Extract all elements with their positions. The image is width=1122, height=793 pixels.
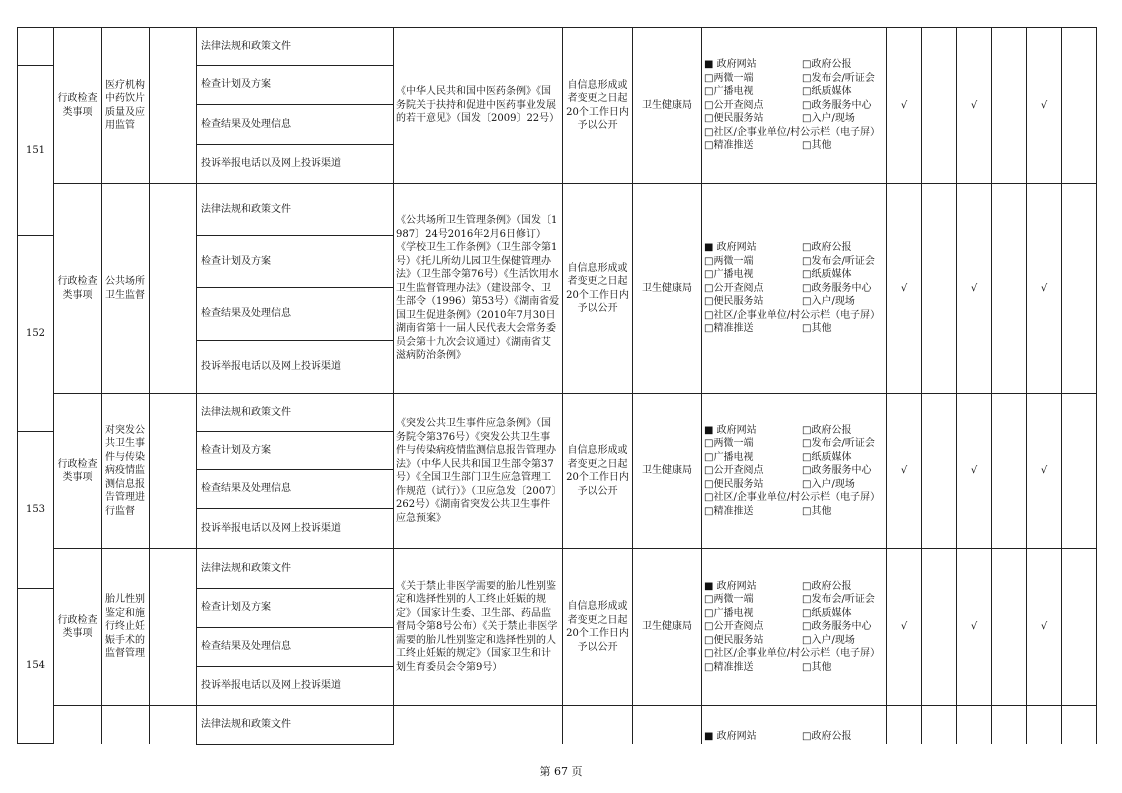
channel-list xyxy=(704,241,880,336)
sub-item-cell-text: 法律法规和政策文件 xyxy=(201,562,291,574)
sub-item-cell-text: 投诉举报电话以及网上投诉渠道 xyxy=(201,680,341,692)
agency-cell xyxy=(633,549,701,705)
channel-option: □广播电视 xyxy=(704,86,754,98)
channel-option: □纸质媒体 xyxy=(802,269,852,281)
tick-cell-text: √ xyxy=(900,465,908,477)
item-name-cell-text: 医疗机构中药饮片质量及应用监管 xyxy=(105,79,145,131)
sub-item-cell-text: 法律法规和政策文件 xyxy=(201,719,291,731)
channel-row xyxy=(704,491,880,505)
channel-row xyxy=(704,661,880,675)
row-number xyxy=(18,589,53,743)
basis-cell-text: 《突发公共卫生事件应急条例》（国务院令第376号）《突发公共卫生事件与传染病疫情监测信息报告管理办法》（中华人民共和国卫生部令第37号）《全国卫生部门卫生应急管理工作规范（试行）》（卫应急发〔2007〕262号）《湖南省突发公共卫生事件应急预案》 xyxy=(396,418,557,524)
tick-cell xyxy=(957,549,991,705)
channel-option: □政务服务中心 xyxy=(802,465,872,477)
tick-cell xyxy=(1027,394,1061,548)
tick-cell xyxy=(1027,28,1061,183)
channel-row xyxy=(704,464,880,478)
channel-row xyxy=(704,580,880,594)
channel-option: ■ 政府网站 xyxy=(704,731,757,742)
agency-cell-text: 卫生健康局 xyxy=(642,99,692,111)
basis-cell-text: 《关于禁止非医学需要的胎儿性别鉴定和选择性别的人工终止妊娠的规定》（国家计生委、卫生部、药品监督局令第8号公布）《关于禁止非医学需要的胎儿性别鉴定和选择性别的人工终止妊娠的规定》（国家卫生和计划生育委员会令第9号） xyxy=(396,580,558,673)
basis-cell-text: 《中华人民共和国中医药条例》《国务院关于扶持和促进中医药事业发展的若干意见》（国发〔2009〕22号） xyxy=(396,86,560,125)
channel-cell xyxy=(702,28,886,183)
channel-option: □广播电视 xyxy=(704,607,754,619)
channel-option: ■ 政府网站 xyxy=(704,59,757,71)
tick-cell-text: √ xyxy=(1040,621,1048,633)
channel-list xyxy=(704,58,880,153)
channel-cell xyxy=(702,184,886,393)
row-number-text: 151 xyxy=(25,144,46,156)
row-number-text: 152 xyxy=(25,327,46,339)
sub-item-cell-text: 检查结果及处理信息 xyxy=(201,308,291,320)
channel-option: □公开查阅点 xyxy=(704,621,764,633)
grid-line xyxy=(921,27,922,744)
page-footer: 第 67 页 xyxy=(539,765,583,778)
grid-line xyxy=(17,743,54,744)
sub-item-cell-text: 投诉举报电话以及网上投诉渠道 xyxy=(201,361,341,373)
item-name-cell xyxy=(102,549,149,705)
channel-option: □两微一端 xyxy=(704,438,754,450)
channel-option: □入户/现场 xyxy=(802,478,855,490)
timing-cell-text: 自信息形成或者变更之日起20个工作日内予以公开 xyxy=(566,445,629,497)
timing-cell xyxy=(563,549,632,705)
blank-cell xyxy=(150,394,196,548)
channel-option: □其他 xyxy=(802,323,832,335)
sub-item-cell xyxy=(197,589,393,627)
tick-cell xyxy=(957,184,991,393)
tick-cell xyxy=(887,184,921,393)
channel-option: □社区/企事业单位/村公示栏（电子屏） xyxy=(704,309,881,321)
channel-row xyxy=(704,255,880,269)
channel-option: □政府公报 xyxy=(802,731,852,742)
blank-cell xyxy=(150,28,196,183)
channel-row xyxy=(704,139,880,153)
agency-cell-text: 卫生健康局 xyxy=(642,465,692,477)
sub-item-cell-text: 投诉举报电话以及网上投诉渠道 xyxy=(201,158,341,170)
sub-item-cell xyxy=(197,470,393,508)
tick-cell xyxy=(1027,549,1061,705)
item-name-cell-text: 胎儿性别鉴定和施行终止妊娠手术的监督管理 xyxy=(105,594,145,660)
channel-option: □政务服务中心 xyxy=(802,621,872,633)
tick-cell-text: √ xyxy=(1040,282,1048,294)
sub-item-cell xyxy=(197,628,393,666)
category-cell-text: 行政检查类事项 xyxy=(57,614,98,639)
sub-item-cell xyxy=(197,549,393,588)
channel-row xyxy=(704,607,880,621)
sub-item-cell-text: 检查计划及方案 xyxy=(201,79,271,91)
category-cell xyxy=(54,28,101,183)
sub-item-cell xyxy=(197,236,393,287)
channel-option: □纸质媒体 xyxy=(802,451,852,463)
channel-row xyxy=(704,505,880,519)
category-cell xyxy=(54,184,101,393)
channel-row xyxy=(704,647,880,661)
item-name-cell xyxy=(102,28,149,183)
channel-option: □社区/企事业单位/村公示栏（电子屏） xyxy=(704,492,881,504)
channel-row xyxy=(704,593,880,607)
sub-item-cell-text: 法律法规和政策文件 xyxy=(201,40,291,52)
sub-item-cell-text: 检查结果及处理信息 xyxy=(201,118,291,130)
category-cell xyxy=(54,394,101,548)
agency-cell xyxy=(633,28,701,183)
tick-cell xyxy=(887,549,921,705)
channel-option: □广播电视 xyxy=(704,451,754,463)
channel-option: □两微一端 xyxy=(704,72,754,84)
channel-cell xyxy=(702,394,886,548)
basis-cell xyxy=(394,549,562,705)
channel-row xyxy=(704,437,880,451)
channel-option: □政府公报 xyxy=(802,59,852,71)
channel-option: □政府公报 xyxy=(802,424,852,436)
channel-row xyxy=(704,99,880,113)
sub-item-cell-text: 检查计划及方案 xyxy=(201,444,271,456)
channel-option: □其他 xyxy=(802,661,832,673)
channel-option: □公开查阅点 xyxy=(704,99,764,111)
timing-cell xyxy=(563,28,632,183)
tick-cell xyxy=(887,394,921,548)
grid-line xyxy=(991,27,992,744)
channel-list xyxy=(704,580,880,675)
channel-option: □广播电视 xyxy=(704,269,754,281)
blank-cell xyxy=(150,549,196,705)
grid-line xyxy=(196,744,394,745)
sub-item-cell-text: 检查计划及方案 xyxy=(201,255,271,267)
agency-cell-text: 卫生健康局 xyxy=(642,621,692,633)
category-cell xyxy=(54,549,101,705)
channel-row xyxy=(704,634,880,648)
row-number xyxy=(18,236,53,431)
tick-cell-text: √ xyxy=(900,621,908,633)
tick-cell-text: √ xyxy=(970,465,978,477)
sub-item-cell-text: 法律法规和政策文件 xyxy=(201,203,291,215)
channel-option: □政务服务中心 xyxy=(802,282,872,294)
channel-row xyxy=(704,58,880,72)
channel-option: □政府公报 xyxy=(802,242,852,254)
sub-item-cell xyxy=(197,66,393,104)
channel-row xyxy=(704,72,880,86)
channel-option: □入户/现场 xyxy=(802,113,855,125)
channel-option: ■ 政府网站 xyxy=(704,424,757,436)
channel-row xyxy=(704,295,880,309)
basis-cell xyxy=(394,28,562,183)
tick-cell-text: √ xyxy=(900,99,908,111)
channel-option: □发布会/听证会 xyxy=(802,255,875,267)
tick-cell-text: √ xyxy=(970,282,978,294)
timing-cell-text: 自信息形成或者变更之日起20个工作日内予以公开 xyxy=(566,262,629,314)
tick-cell xyxy=(1027,184,1061,393)
channel-row xyxy=(704,282,880,296)
basis-cell xyxy=(394,184,562,393)
channel-option: □其他 xyxy=(802,140,832,152)
channel-option: □两微一端 xyxy=(704,594,754,606)
sub-item-cell xyxy=(197,341,393,393)
channel-option: □纸质媒体 xyxy=(802,607,852,619)
tick-cell-text: √ xyxy=(970,621,978,633)
category-cell-text: 行政检查类事项 xyxy=(57,458,98,483)
channel-option: □发布会/听证会 xyxy=(802,438,875,450)
tick-cell-text: √ xyxy=(970,99,978,111)
item-name-cell-text: 对突发公共卫生事件与传染病疫情监测信息报告管理进行监督 xyxy=(105,424,145,517)
item-name-cell xyxy=(102,394,149,548)
agency-cell xyxy=(633,184,701,393)
channel-row xyxy=(704,268,880,282)
channel-row xyxy=(704,424,880,438)
agency-cell-text: 卫生健康局 xyxy=(642,282,692,294)
channel-option: □便民服务站 xyxy=(704,634,764,646)
sub-item-cell-text: 检查结果及处理信息 xyxy=(201,483,291,495)
agency-cell xyxy=(633,394,701,548)
item-name-cell-text: 公共场所卫生监督 xyxy=(105,276,145,301)
sub-item-cell xyxy=(197,394,393,431)
channel-row xyxy=(704,112,880,126)
channel-option: □入户/现场 xyxy=(802,296,855,308)
channel-option: □公开查阅点 xyxy=(704,282,764,294)
row-number xyxy=(18,66,53,235)
channel-row xyxy=(704,478,880,492)
sub-item-cell xyxy=(197,28,393,65)
channel-option: ■ 政府网站 xyxy=(704,580,757,592)
sub-item-cell xyxy=(197,184,393,235)
tick-cell xyxy=(957,28,991,183)
tick-cell-text: √ xyxy=(1040,465,1048,477)
channel-option: □便民服务站 xyxy=(704,478,764,490)
sub-item-cell xyxy=(197,667,393,705)
channel-option: □纸质媒体 xyxy=(802,86,852,98)
channel-row xyxy=(704,730,884,744)
category-cell-text: 行政检查类事项 xyxy=(57,276,98,301)
channel-option: □社区/企事业单位/村公示栏（电子屏） xyxy=(704,648,881,660)
channel-option: □发布会/听证会 xyxy=(802,72,875,84)
row-number-text: 153 xyxy=(25,504,46,516)
channel-row xyxy=(704,85,880,99)
sub-item-cell-text: 检查结果及处理信息 xyxy=(201,641,291,653)
channel-option: □精准推送 xyxy=(704,323,754,335)
channel-option: □公开查阅点 xyxy=(704,465,764,477)
sub-item-cell xyxy=(197,288,393,340)
channel-option: □政府公报 xyxy=(802,580,852,592)
channel-option: □发布会/听证会 xyxy=(802,594,875,606)
sub-item-cell xyxy=(197,509,393,548)
channel-row xyxy=(704,451,880,465)
basis-cell xyxy=(394,394,562,548)
channel-option: □精准推送 xyxy=(704,505,754,517)
channel-option: □社区/企事业单位/村公示栏（电子屏） xyxy=(704,126,881,138)
tick-cell xyxy=(887,28,921,183)
grid-line xyxy=(1096,27,1097,744)
channel-row xyxy=(704,620,880,634)
channel-row xyxy=(704,241,880,255)
row-number xyxy=(18,432,53,588)
tick-cell-text: √ xyxy=(900,282,908,294)
channel-cell xyxy=(702,549,886,705)
tick-cell xyxy=(957,394,991,548)
item-name-cell xyxy=(102,184,149,393)
channel-option: □便民服务站 xyxy=(704,113,764,125)
channel-option: □其他 xyxy=(802,505,832,517)
tick-cell-text: √ xyxy=(1040,99,1048,111)
category-cell-text: 行政检查类事项 xyxy=(57,93,98,118)
channel-option: □入户/现场 xyxy=(802,634,855,646)
timing-cell xyxy=(563,184,632,393)
channel-option: ■ 政府网站 xyxy=(704,242,757,254)
channel-option: □便民服务站 xyxy=(704,296,764,308)
channel-option: □精准推送 xyxy=(704,140,754,152)
row-number-text: 154 xyxy=(25,660,46,672)
basis-cell-text: 《公共场所卫生管理条例》（国发〔1987〕24号2016年2月6日修订）《学校卫生工作条例》（卫生部令第1号）《托儿所幼儿园卫生保健管理办法》（卫生部令第76号）《生活饮用水卫生监督管理办法》（建设部令、卫生部令（1996）第53号）《湖南省爱国卫生促进条例》（2010年7月30日湖南省第十一届人民代表大会常务委员会第十九次会议通过）《湖南省艾滋病防治条例》 xyxy=(396,215,560,362)
channel-cell xyxy=(702,706,886,743)
sub-item-cell-text: 法律法规和政策文件 xyxy=(201,406,291,418)
channel-row xyxy=(704,126,880,140)
sub-item-cell xyxy=(197,105,393,144)
sub-item-cell-text: 投诉举报电话以及网上投诉渠道 xyxy=(201,522,341,534)
sub-item-cell xyxy=(197,145,393,183)
sub-item-cell xyxy=(197,432,393,469)
sub-item-cell-text: 检查计划及方案 xyxy=(201,602,271,614)
channel-row xyxy=(704,309,880,323)
timing-cell xyxy=(563,394,632,548)
channel-option: □政务服务中心 xyxy=(802,99,872,111)
blank-cell xyxy=(150,184,196,393)
timing-cell-text: 自信息形成或者变更之日起20个工作日内予以公开 xyxy=(566,601,629,653)
channel-option: □两微一端 xyxy=(704,255,754,267)
channel-option: □精准推送 xyxy=(704,661,754,673)
timing-cell-text: 自信息形成或者变更之日起20个工作日内予以公开 xyxy=(566,79,629,131)
channel-list xyxy=(704,424,880,519)
channel-row xyxy=(704,322,880,336)
sub-item-cell xyxy=(197,706,393,744)
grid-line xyxy=(1061,27,1062,744)
